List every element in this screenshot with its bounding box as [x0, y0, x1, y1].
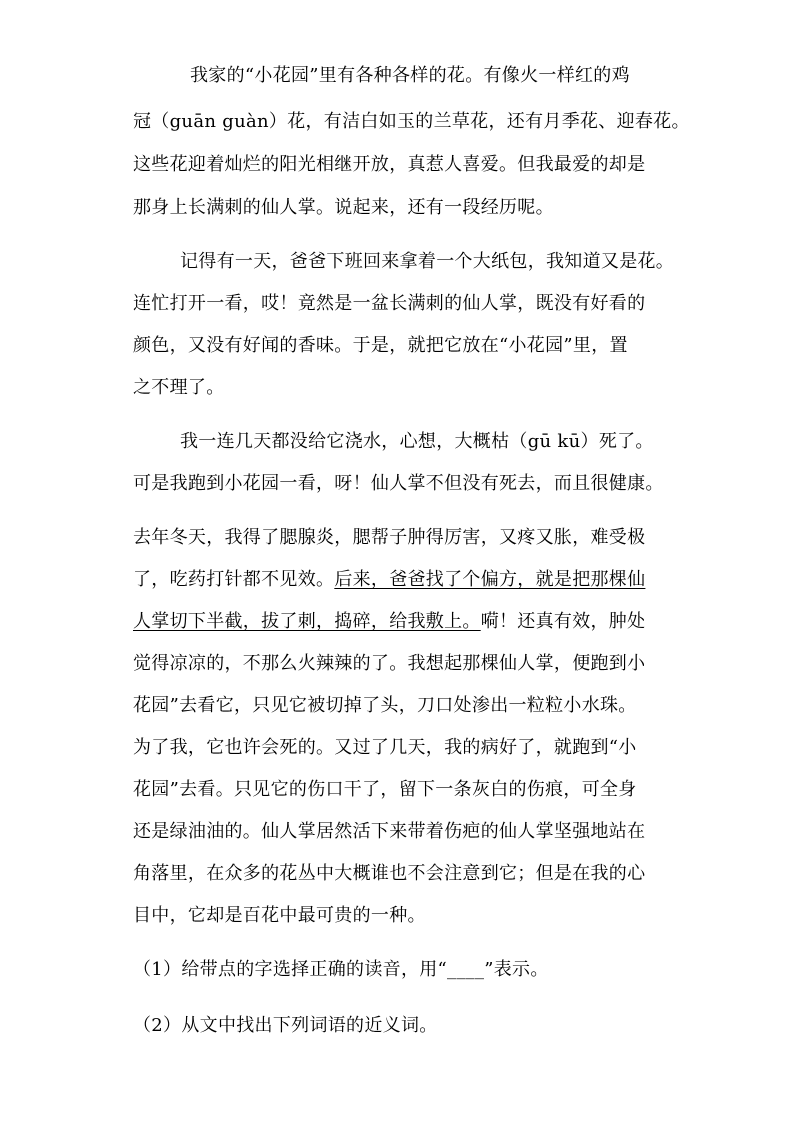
paragraph-4-line-8: 还是绿油油的。仙人掌居然活下来带着伤疤的仙人掌坚强地站在 [133, 821, 646, 842]
paragraph-1-line-2: 冠（guān guàn）花，有洁白如玉的兰草花，还有月季花、迎春花。 [133, 111, 690, 132]
paragraph-2-line-4: 之不理了。 [133, 377, 225, 398]
paragraph-2-line-2: 连忙打开一看，哎！竟然是一盆长满刺的仙人掌，既没有好看的 [133, 293, 646, 314]
paragraph-3-line-2: 可是我跑到小花园一看，呀！仙人掌不但没有死去，而且很健康。 [133, 473, 664, 494]
paragraph-3-line-1: 我一连几天都没给它浇水，心想，大概枯（gū kū）死了。 [180, 431, 654, 452]
paragraph-1-line-3: 这些花迎着灿烂的阳光相继开放，真惹人喜爱。但我最爱的却是 [133, 154, 646, 175]
paragraph-4-line-7: 花园”去看。只见它的伤口干了，留下一条灰白的伤痕，可全身 [133, 779, 637, 800]
paragraph-4-line-6: 为了我，它也许会死的。又过了几天，我的病好了，就跑到“小 [133, 737, 637, 758]
paragraph-1-line-1: 我家的“小花园”里有各种各样的花。有像火一样红的鸡 [190, 65, 630, 86]
paragraph-4-line-2 [133, 568, 673, 592]
question-1: （1）给带点的字选择正确的读音，用“____”表示。 [133, 959, 549, 980]
paragraph-4-line-4: 觉得凉凉的，不那么火辣辣的了。我想起那棵仙人掌，便跑到小 [133, 653, 646, 674]
question-2: （2）从文中找出下列词语的近义词。 [133, 1015, 438, 1036]
paragraph-1-line-4: 那身上长满刺的仙人掌。说起来，还有一段经历呢。 [133, 197, 554, 218]
paragraph-4-line-1: 去年冬天，我得了腮腺炎，腮帮子肿得厉害，又疼又胀，难受极 [133, 527, 646, 548]
paragraph-4-line-10: 目中，它却是百花中最可贵的一种。 [133, 905, 426, 926]
paragraph-4-line-5: 花园”去看它，只见它被切掉了头，刀口处渗出一粒粒小水珠。 [133, 695, 637, 716]
underlined-sentence-part-2: 人掌切下半截，拔了刺，捣碎，给我敷上。 [133, 611, 481, 632]
paragraph-4-line-9: 角落里，在众多的花丛中大概谁也不会注意到它；但是在我的心 [133, 863, 646, 884]
underlined-sentence-part-1: 后来，爸爸找了个偏方，就是把那棵仙 [334, 569, 646, 590]
paragraph-4-line-2-plain: 了，吃药打针都不见效。 [133, 569, 335, 590]
paragraph-2-line-3: 颜色，又没有好闻的香味。于是，就把它放在“小花园”里，置 [133, 335, 628, 356]
paragraph-4-line-3-plain: 嗬！还真有效，肿处 [480, 611, 646, 632]
paragraph-4-line-3 [133, 610, 673, 634]
paragraph-2-line-1: 记得有一天，爸爸下班回来拿着一个大纸包，我知道又是花。 [180, 251, 675, 272]
